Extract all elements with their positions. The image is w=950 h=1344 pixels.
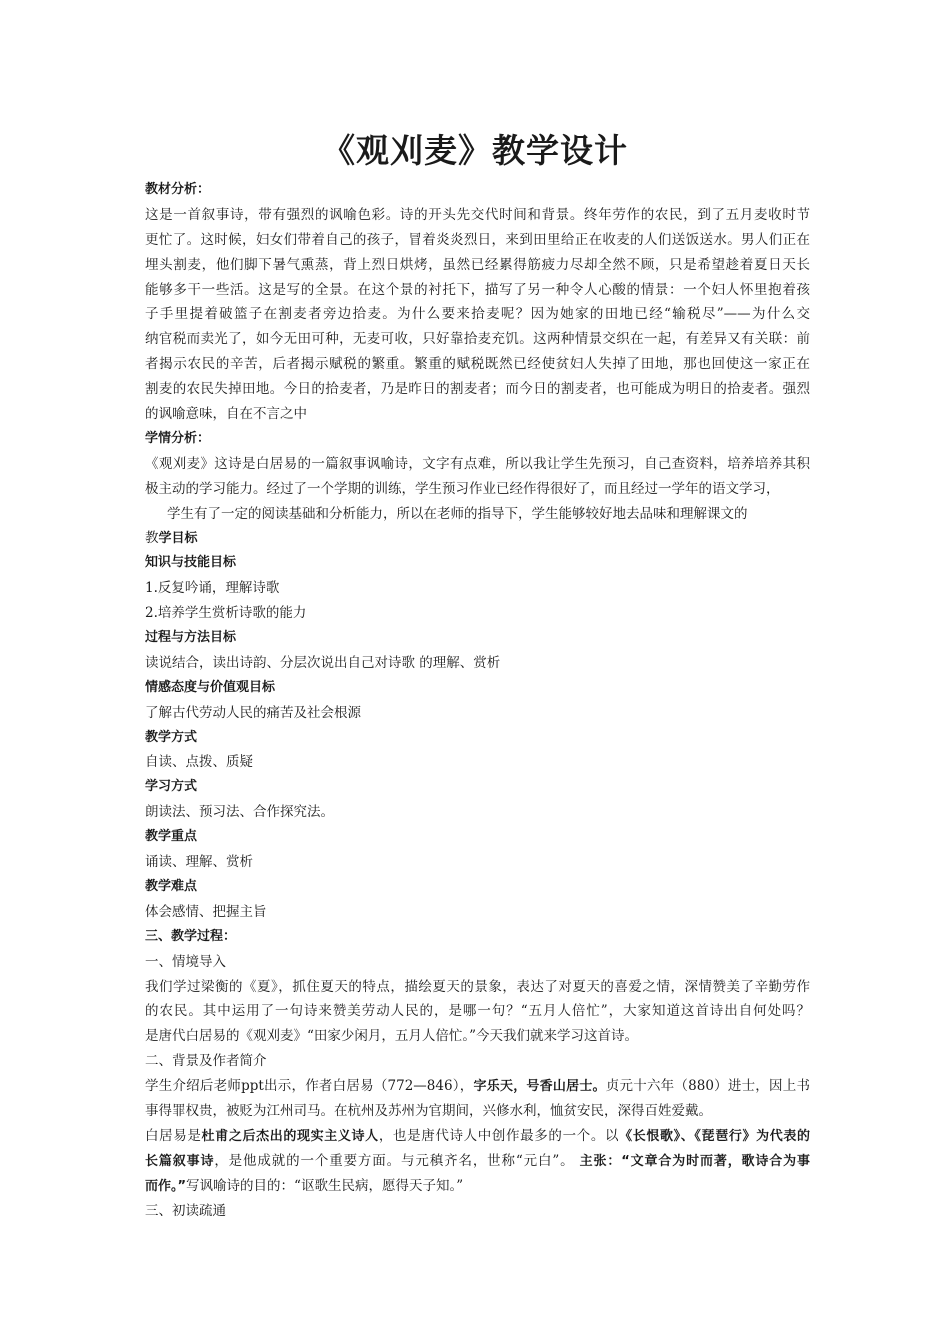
goals-heading-prefix: 教 (145, 530, 159, 547)
student-heading: 学情分析： (145, 430, 211, 446)
key-points-text: 诵读、理解、赏析 (145, 854, 253, 871)
material-line-6: 纳官税而卖光了，如今无田可种，无麦可收，只好靠拾麦充饥。这两种情景交织在一起，有差异又有关联：前 (145, 331, 810, 348)
intro-heading: 一、情境导入 (145, 953, 226, 970)
process-goal-text: 读说结合，读出诗韵、分层次说出自己对诗歌 的理解、赏析 (145, 654, 501, 671)
knowledge-item-1: 1.反复吟诵，理解诗歌 (145, 580, 280, 597)
background-line-3-a: 白居易是 (145, 1127, 202, 1144)
background-line-1-c: 贞元十六年（880）进士，因上书 (605, 1078, 810, 1095)
learn-method-heading: 学习方式 (145, 779, 198, 795)
background-line-4-b: ，是他成就的一个重要方面。与元稹齐名，世称“元白”。 (214, 1152, 580, 1169)
goals-heading-rest: 学目标 (158, 531, 198, 547)
process-goal-heading: 过程与方法目标 (145, 630, 237, 646)
representative-works-highlight: 《长恨歌》、《琵琶行》为代表的 (619, 1128, 810, 1144)
material-heading: 教材分析： (145, 182, 211, 197)
student-line-2: 极主动的学习能力。经过了一个学期的训练，学生预习作业已经作得很好了，而且经过一学年的语文学习， (145, 480, 780, 497)
background-line-3-c: ，也是唐代诗人中创作最多的一个。以 (378, 1127, 620, 1144)
learn-method-text: 朗读法、预习法、合作探究法。 (145, 804, 334, 821)
key-points-heading: 教学重点 (145, 829, 198, 845)
material-line-2: 更忙了。这时候，妇女们带着自己的孩子，冒着炎炎烈日，来到田里给正在收麦的人们送饭送水。男人们正在 (145, 231, 810, 248)
realist-poet-highlight: 杜甫之后杰出的现实主义诗人 (201, 1128, 379, 1144)
goals-heading (145, 526, 810, 551)
teach-method-heading: 教学方式 (145, 729, 198, 745)
background-heading: 二、背景及作者简介 (145, 1053, 267, 1070)
background-line-4 (145, 1149, 810, 1174)
claim-highlight-end: 而作。” (145, 1178, 187, 1194)
intro-line-1: 我们学过梁衡的《夏》，抓住夏天的特点，描绘夏天的景象，表达了对夏天的喜爱之情，深情赞美了辛勤劳作 (145, 978, 810, 995)
process-heading: 三、教学过程： (145, 928, 237, 944)
student-line-1: 《观刈麦》这诗是白居易的一篇叙事讽喻诗，文字有点难，所以我让学生先预习，自己查资料，培养培养其积 (145, 455, 810, 472)
knowledge-heading: 知识与技能目标 (145, 555, 237, 571)
emotion-goal-text: 了解古代劳动人民的痛苦及社会根源 (145, 704, 361, 721)
first-read-heading: 三、初读疏通 (145, 1202, 226, 1219)
document-title: 《观刈麦》教学设计 (322, 131, 628, 170)
background-line-3 (145, 1124, 810, 1149)
background-line-1-a: 学生介绍后老师ppt出示，作者白居易（772—846）， (145, 1078, 474, 1095)
background-line-5 (145, 1174, 810, 1199)
background-line-1 (145, 1074, 810, 1099)
narrative-poem-highlight: 长篇叙事诗 (145, 1153, 215, 1169)
knowledge-item-2: 2.培养学生赏析诗歌的能力 (145, 605, 307, 622)
intro-line-3: 是唐代白居易的《观刈麦》“田家少闲月，五月人倍忙。”今天我们就来学习这首诗。 (145, 1028, 639, 1045)
emotion-goal-heading: 情感态度与价值观目标 (145, 679, 276, 695)
material-line-3: 埋头割麦，他们脚下暑气熏蒸，背上烈日烘烤，虽然已经累得筋疲力尽却全然不顾，只是希望趁着夏日天长 (145, 256, 810, 273)
background-line-2: 事得罪权贵，被贬为江州司马。在杭州及苏州为官期间，兴修水利，恤贫安民，深得百姓爱戴。 (145, 1102, 712, 1119)
author-style-name: 字乐天，号香山居士。 (473, 1079, 606, 1095)
material-line-1: 这是一首叙事诗，带有强烈的讽喻色彩。诗的开头先交代时间和背景。终年劳作的农民，到了五月麦收时节 (145, 206, 810, 223)
difficulties-heading: 教学难点 (145, 878, 198, 894)
difficulties-text: 体会感情、把握主旨 (145, 903, 267, 920)
document-body (145, 178, 810, 1223)
student-line-3: 学生有了一定的阅读基础和分析能力，所以在老师的指导下，学生能够较好地去品味和理解课文的 (167, 505, 748, 522)
teach-method-text: 自读、点拨、质疑 (145, 754, 253, 771)
material-line-9: 的讽喻意味，自在不言之中 (145, 406, 307, 423)
material-line-8: 割麦的农民失掉田地。今日的拾麦者，乃是昨日的割麦者；而今日的割麦者，也可能成为明日的拾麦者。强烈 (145, 381, 810, 398)
material-line-5: 子手里提着破篮子在割麦者旁边拾麦。为什么要来拾麦呢？因为她家的田地已经“输税尽”——为什么交 (145, 306, 810, 323)
claim-highlight: 主张：“文章合为时而著，歌诗合为事 (579, 1153, 810, 1169)
material-line-4: 能够多干一些活。这是写的全景。在这个景的衬托下，描写了另一种令人心酸的情景：一个妇人怀里抱着孩 (145, 281, 810, 298)
material-line-7: 者揭示农民的辛苦，后者揭示赋税的繁重。繁重的赋税既然已经使贫妇人失掉了田地，那也回使这一家正在 (145, 356, 810, 373)
background-line-5-b: 写讽喻诗的目的：“讴歌生民病，愿得天子知。” (186, 1177, 464, 1194)
intro-line-2: 的农民。其中运用了一句诗来赞美劳动人民的，是哪一句？“五月人倍忙”，大家知道这首诗出自何处吗？ (145, 1003, 810, 1020)
